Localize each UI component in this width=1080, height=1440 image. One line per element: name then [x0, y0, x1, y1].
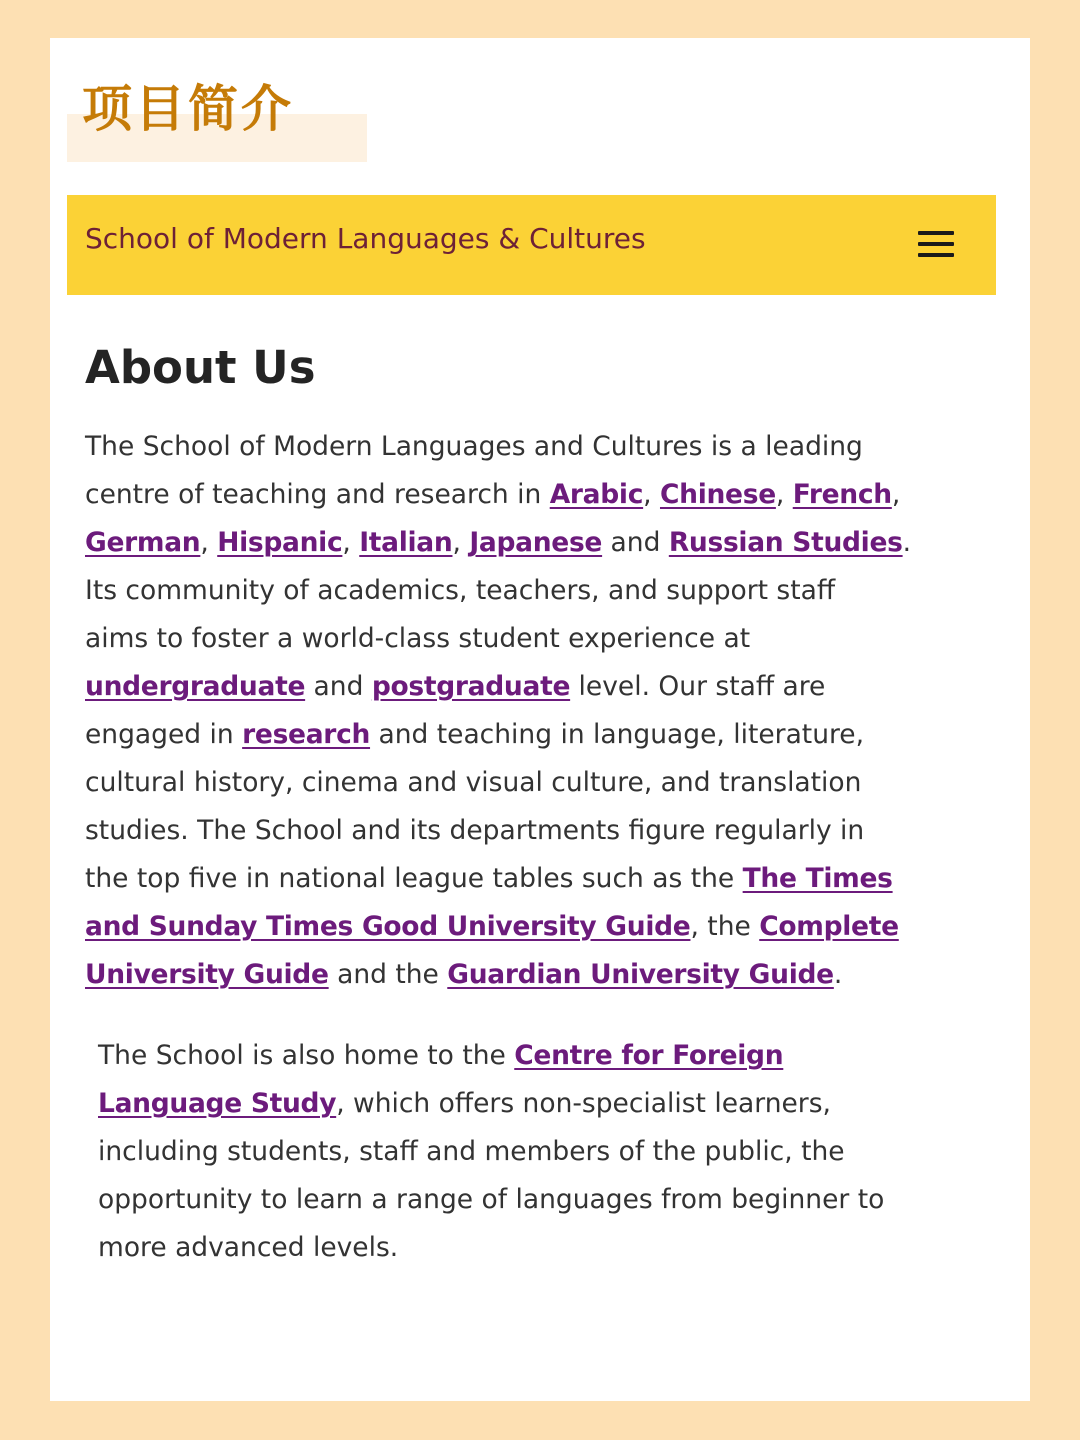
para2-line-2 — [98, 1080, 998, 1128]
text: . — [902, 527, 912, 558]
text: The School of Modern Languages and Cultures is a leading — [85, 431, 863, 462]
menu-bar-middle — [918, 242, 954, 246]
para1-line-3 — [85, 519, 1005, 567]
link-complete-university-guide[interactable]: Complete — [759, 911, 899, 942]
link-italian[interactable]: Italian — [359, 527, 453, 558]
text: aims to foster a world-class student experience at — [85, 623, 751, 654]
text: studies. The School and its departments figure regularly in — [85, 815, 865, 846]
banner-heading: 项目简介 — [82, 80, 294, 138]
para2-line-1 — [98, 1032, 998, 1080]
link-centre-foreign-language-study[interactable]: Language Study — [98, 1088, 337, 1119]
link-undergraduate[interactable]: undergraduate — [85, 671, 306, 702]
text: , — [200, 527, 218, 558]
para1-line-4 — [85, 567, 1005, 615]
link-hispanic[interactable]: Hispanic — [217, 527, 343, 558]
para1-line-1 — [85, 423, 1005, 471]
text: opportunity to learn a range of languages from beginner to — [98, 1184, 885, 1215]
text: , — [775, 479, 793, 510]
about-paragraph-1 — [85, 423, 1005, 999]
para1-line-2 — [85, 471, 1005, 519]
text: and teaching in language, literature, — [370, 719, 865, 750]
text: and — [305, 671, 372, 702]
section-title: About Us — [85, 341, 316, 394]
link-times-guide[interactable]: The Times — [742, 863, 893, 894]
site-navbar — [67, 195, 996, 295]
link-japanese[interactable]: Japanese — [469, 527, 603, 558]
text: cultural history, cinema and visual culture, and translation — [85, 767, 862, 798]
link-centre-foreign-language-study[interactable]: Centre for Foreign — [514, 1040, 784, 1071]
link-complete-university-guide[interactable]: University Guide — [85, 959, 329, 990]
text: and the — [328, 959, 448, 990]
link-russian-studies[interactable]: Russian Studies — [668, 527, 903, 558]
banner — [67, 78, 367, 160]
link-arabic[interactable]: Arabic — [549, 479, 644, 510]
text: the top five in national league tables such as the — [85, 863, 743, 894]
text: including students, staff and members of the public, the — [98, 1136, 845, 1167]
para1-line-7 — [85, 711, 1005, 759]
link-postgraduate[interactable]: postgraduate — [371, 671, 571, 702]
text: centre of teaching and research in — [85, 479, 550, 510]
text: , which offers non-specialist learners, — [336, 1088, 831, 1119]
text: , the — [690, 911, 760, 942]
text: and — [602, 527, 669, 558]
text: engaged in — [85, 719, 243, 750]
link-research[interactable]: research — [242, 719, 371, 750]
para1-line-9 — [85, 807, 1005, 855]
menu-bar-bottom — [918, 253, 954, 257]
para2-line-4 — [98, 1176, 998, 1224]
para2-line-5 — [98, 1224, 998, 1272]
para1-line-12 — [85, 951, 1005, 999]
para1-line-10 — [85, 855, 1005, 903]
hamburger-menu-icon[interactable] — [913, 221, 959, 267]
text: , — [891, 479, 901, 510]
link-german[interactable]: German — [85, 527, 201, 558]
para1-line-6 — [85, 663, 1005, 711]
site-title-link[interactable]: School of Modern Languages & Cultures — [85, 222, 646, 255]
link-chinese[interactable]: Chinese — [659, 479, 776, 510]
link-french[interactable]: French — [792, 479, 892, 510]
para1-line-11 — [85, 903, 1005, 951]
para1-line-8 — [85, 759, 1005, 807]
para1-line-5 — [85, 615, 1005, 663]
text: , — [342, 527, 360, 558]
content-card — [50, 38, 1030, 1401]
text: The School is also home to the — [98, 1040, 515, 1071]
link-guardian-university-guide[interactable]: Guardian University Guide — [447, 959, 834, 990]
link-times-guide[interactable]: and Sunday Times Good University Guide — [85, 911, 691, 942]
text: , — [452, 527, 470, 558]
text: more advanced levels. — [98, 1232, 399, 1263]
menu-bar-top — [918, 231, 954, 235]
about-paragraph-2 — [98, 1032, 998, 1272]
para2-line-3 — [98, 1128, 998, 1176]
text: level. Our staff are — [570, 671, 826, 702]
text: , — [643, 479, 660, 510]
text: Its community of academics, teachers, and support staff — [85, 575, 836, 606]
text: . — [833, 959, 843, 990]
